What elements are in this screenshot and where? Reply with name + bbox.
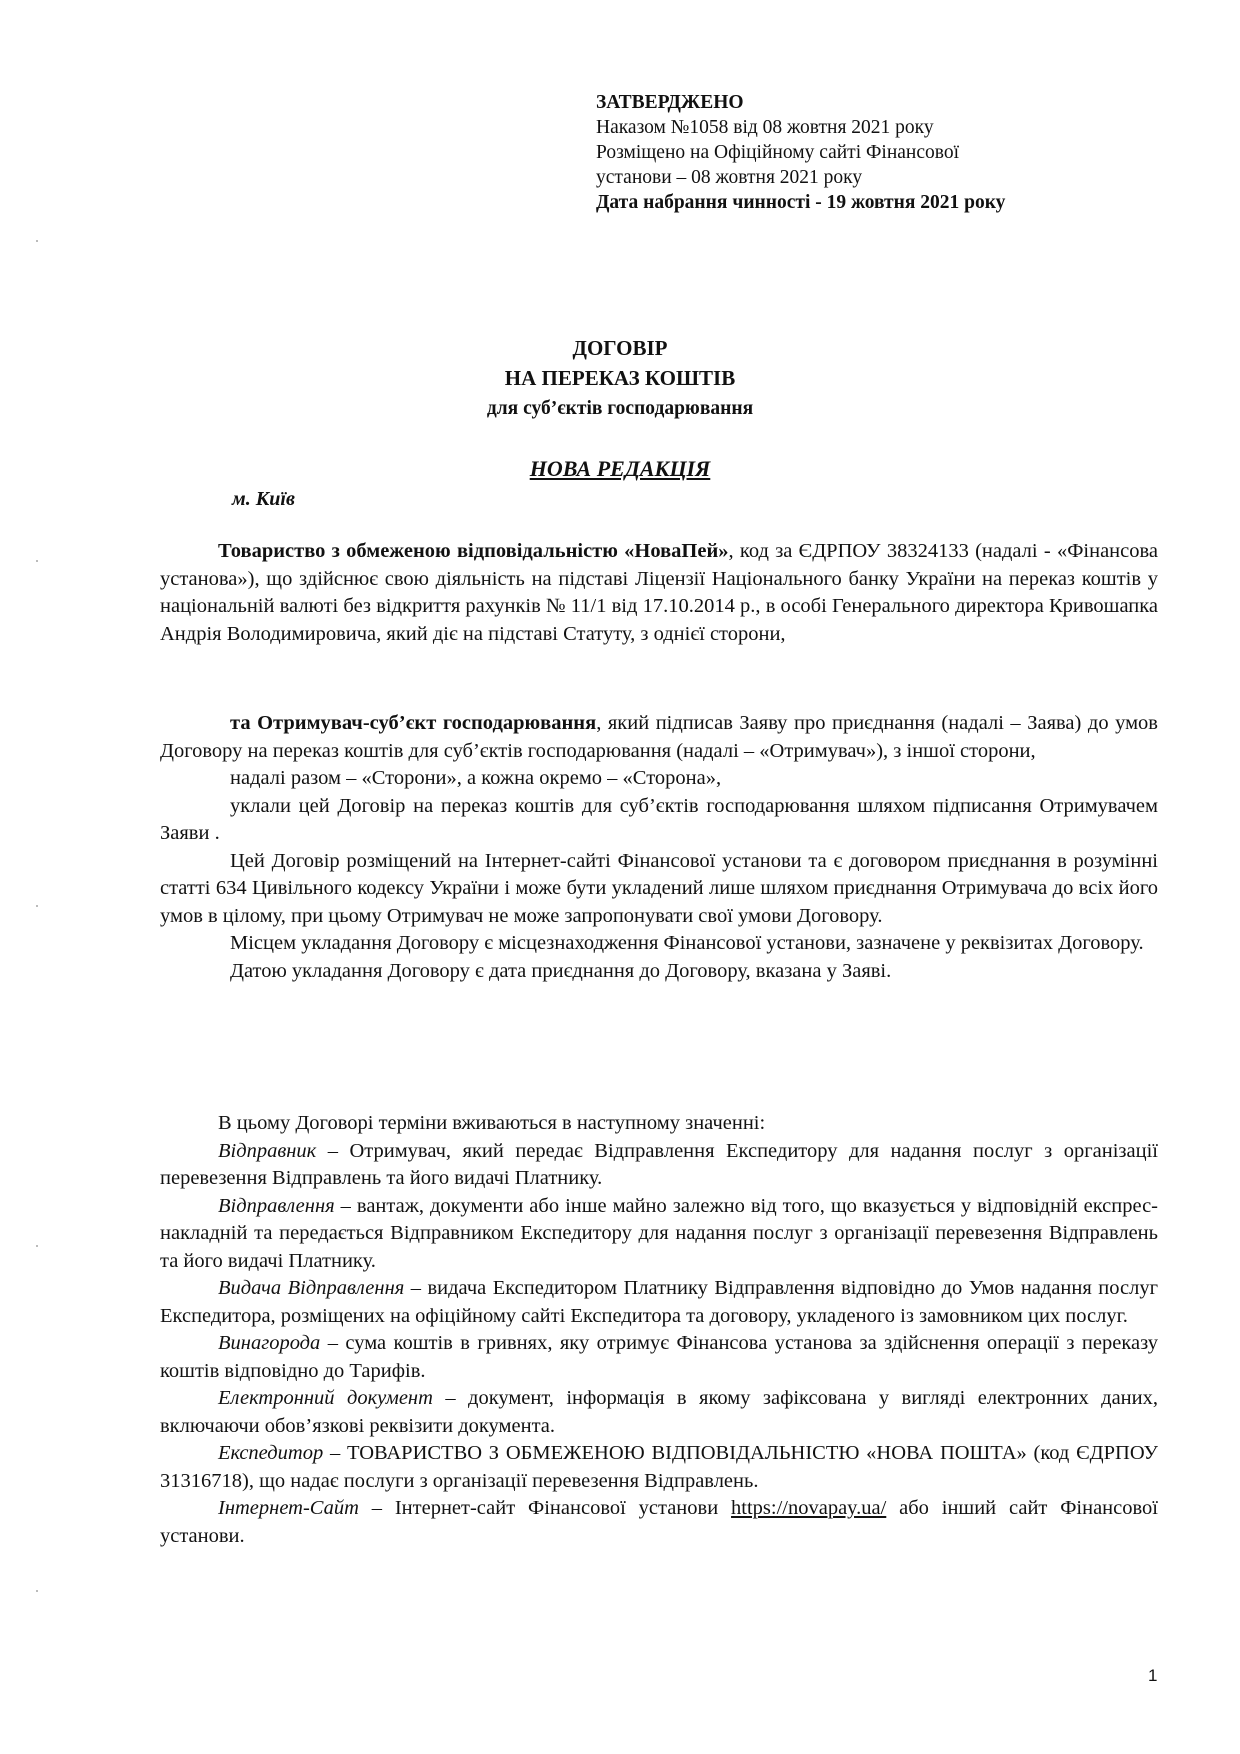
- effective-date: Дата набрання чинності - 19 жовтня 2021 року: [596, 192, 1006, 213]
- term-name: Інтернет-Сайт: [218, 1497, 359, 1519]
- order-line: Наказом №1058 від 08 жовтня 2021 року: [596, 117, 934, 138]
- term-item: [160, 1495, 1158, 1550]
- margin-mark: [36, 240, 38, 242]
- terms-intro: В цьому Договорі терміни вживаються в наступному значенні:: [218, 1112, 766, 1134]
- term-definition: – ТОВАРИСТВО З ОБМЕЖЕНОЮ ВІДПОВІДАЛЬНІСТЮ «НОВА ПОШТА» (код ЄДРПОУ 31316718), що надає послуги з організації перевезення Відправлень.: [160, 1442, 1158, 1492]
- concluded-paragraph: уклали цей Договір на переказ коштів для суб’єктів господарювання шляхом підписання Отримувачем Заяви .: [160, 794, 1158, 844]
- margin-mark: [36, 1245, 38, 1247]
- term-definition: – видача Експедитором Платнику Відправлення відповідно до Умов надання послуг Експедитора, розміщених на офіційному сайті Експедитора та договору, укладеного із замовником цих послуг.: [160, 1277, 1158, 1327]
- term-name: Експедитор: [218, 1442, 324, 1464]
- document-title: ДОГОВІР: [572, 336, 668, 360]
- term-name: Електронний документ: [218, 1387, 433, 1409]
- city-label: м. Київ: [232, 488, 295, 510]
- posted-line-1: Розміщено на Офіційному сайті Фінансової: [596, 142, 959, 163]
- party-2-block: [160, 710, 1158, 985]
- term-definition: – сума коштів в гривнях, яку отримує Фінансова установа за здійснення операції з переказу коштів відповідно до Тарифів.: [160, 1332, 1158, 1382]
- term-name: Відправник: [218, 1139, 317, 1162]
- term-definition-end: або інший сайт Фінансової установи.: [160, 1497, 1158, 1547]
- party-1-paragraph: [160, 538, 1158, 648]
- place-paragraph: Місцем укладання Договору є місцезнаходження Фінансової установи, зазначене у реквізитах Договору.: [230, 932, 1144, 954]
- term-definition: – документ, інформація в якому зафіксована у вигляді електронних даних, включаючи обов’язкові реквізити документа.: [160, 1387, 1158, 1437]
- scan-margin-marks: [36, 0, 38, 1754]
- term-definition: – вантаж, документи або інше майно залежно від того, що вказується у відповідній експрес-накладній та передається Відправником Експедитору для надання послуг з організації перевезення Відправлень та його видачі Платнику.: [160, 1194, 1158, 1272]
- accession-paragraph: Цей Договір розміщений на Інтернет-сайті Фінансової установи та є договором приєднання в розумінні статті 634 Цивільного кодексу України і може бути укладений лише шляхом приєднання Отримувача до всіх його умов в цілому, при цьому Отримувач не може запропонувати свої умови Договору.: [160, 849, 1158, 927]
- website-link[interactable]: https://novapay.ua/: [731, 1497, 887, 1519]
- party-2-name: та Отримувач-суб’єкт господарювання: [230, 712, 597, 734]
- approved-heading: ЗАТВЕРДЖЕНО: [596, 92, 744, 113]
- approval-block: [596, 90, 1005, 215]
- parties-together: надалі разом – «Сторони», а кожна окремо – «Сторона»,: [230, 767, 722, 789]
- term-item: [160, 1138, 1158, 1193]
- posted-line-2: установи – 08 жовтня 2021 року: [596, 167, 863, 188]
- term-item: [160, 1385, 1158, 1440]
- document-subtitle: НА ПЕРЕКАЗ КОШТІВ: [504, 366, 736, 390]
- date-paragraph: Датою укладання Договору є дата приєднання до Договору, вказана у Заяві.: [230, 959, 892, 982]
- page-number: 1: [1148, 1666, 1158, 1685]
- term-item: [160, 1275, 1158, 1330]
- margin-mark: [36, 1590, 38, 1592]
- party-2-text: , який підписав Заяву про приєднання (надалі – Заява) до умов Договору на переказ коштів для суб’єктів господарювання (надалі – «Отримувач»), з іншої сторони,: [160, 712, 1158, 762]
- terms-section: [160, 1110, 1158, 1550]
- party-1-name: Товариство з обмеженою відповідальністю «НоваПей»: [218, 540, 729, 562]
- margin-mark: [36, 560, 38, 562]
- edition-label: НОВА РЕДАКЦІЯ: [529, 456, 711, 481]
- term-item: [160, 1440, 1158, 1495]
- term-name: Винагорода: [218, 1332, 321, 1354]
- term-name: Відправлення: [218, 1194, 335, 1217]
- term-definition: – Інтернет-сайт Фінансової установи: [358, 1497, 732, 1519]
- party-1-text: , код за ЄДРПОУ 38324133 (надалі - «Фінансова установа»), що здійснює свою діяльність на підставі Ліцензії Національного банку України на переказ коштів у національній валюті без відкриття рахунків № 11/1 від 17.10.2014 р., в особі Генерального директора Кривошапка Андрія Володимировича, який діє на підставі Статуту, з однієї сторони,: [160, 540, 1159, 645]
- term-item: [160, 1193, 1158, 1276]
- term-definition: – Отримувач, який передає Відправлення Експедитору для надання послуг з організації перевезення Відправлень та його видачі Платнику.: [160, 1139, 1158, 1189]
- margin-mark: [36, 905, 38, 907]
- term-item: [160, 1330, 1158, 1385]
- document-subject: для суб’єктів господарювання: [486, 398, 754, 419]
- term-name: Видача Відправлення: [218, 1277, 405, 1299]
